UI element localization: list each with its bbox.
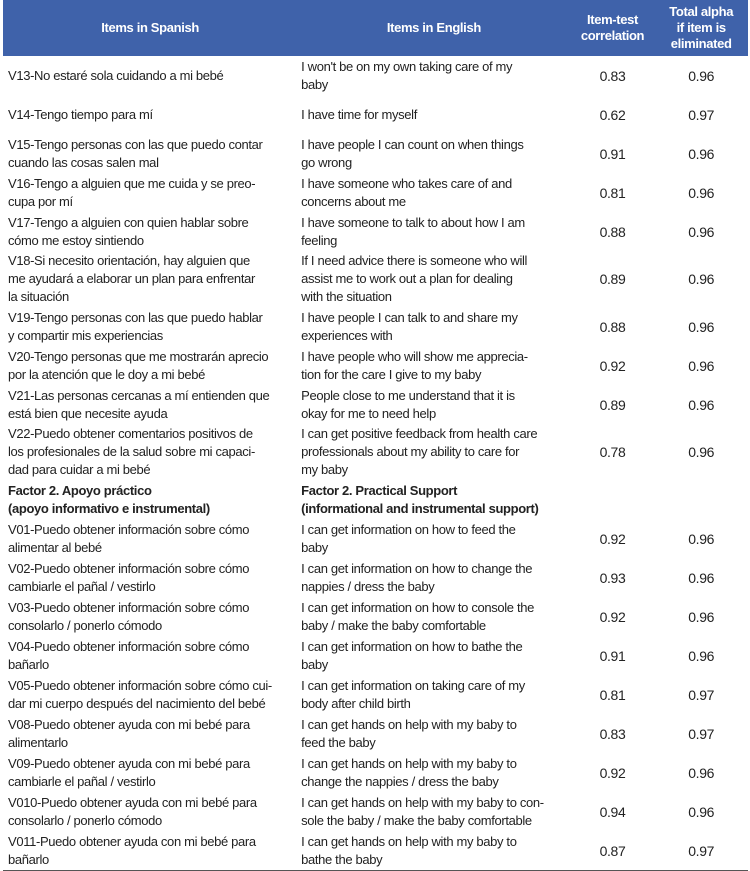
item-spanish: V18-Si necesito orientación, hay alguien que me ayudará a elaborar un plan para enfrentar la situación [8,253,255,304]
items-table [3,0,748,871]
header-correlation: Item-test correlation [571,0,655,56]
table-row [3,753,748,792]
table-row [3,56,748,95]
header-english: Items in English [297,0,570,56]
item-english: I can get hands on help with my baby to feed the baby [301,716,517,750]
table-row [3,792,748,831]
item-spanish: V011-Puedo obtener ayuda con mi bebé para bañarlo [8,833,256,867]
item-english: I can get information on how to change the nappies / dress the baby [301,560,533,594]
item-test-correlation: 0.78 [599,444,626,460]
item-spanish: V19-Tengo personas con las que puedo hablar y compartir mis experiencias [8,309,263,343]
item-english: I can get hands on help with my baby to bathe the baby [301,833,517,867]
table-row [3,636,748,675]
item-english: I have people I can count on when things go wrong [301,136,524,170]
item-test-correlation: 0.83 [599,67,626,84]
alpha-if-eliminated: 0.96 [688,803,715,820]
item-test-correlation: 0.91 [599,145,626,162]
item-spanish: V22-Puedo obtener comentarios positivos de los profesionales de la salud sobre mi capaci- dad para cuidar a mi bebé [8,426,255,477]
alpha-if-eliminated: 0.96 [688,530,715,547]
alpha-if-eliminated: 0.96 [688,184,715,201]
item-test-correlation [571,480,655,519]
item-english: I won't be on my own taking care of my baby [301,58,513,92]
item-test-correlation: 0.89 [599,396,626,413]
item-test-correlation: 0.83 [599,725,626,742]
item-english: I can get information on how to feed the baby [301,521,516,555]
table-row [3,307,748,346]
table-row [3,346,748,385]
alpha-if-eliminated: 0.96 [688,357,715,374]
table-row [3,95,748,134]
item-spanish: V010-Puedo obtener ayuda con mi bebé para consolarlo / ponerlo cómodo [8,794,257,828]
alpha-if-eliminated: 0.96 [688,647,715,664]
factor-heading-row [3,480,748,519]
header-alpha: Total alpha if item is eliminated [654,0,748,56]
alpha-if-eliminated: 0.96 [688,444,715,460]
alpha-if-eliminated: 0.96 [688,764,715,781]
item-spanish: V08-Puedo obtener ayuda con mi bebé para alimentarlo [8,716,250,750]
item-test-correlation: 0.81 [599,686,626,703]
table-row [3,831,748,871]
alpha-if-eliminated: 0.96 [688,318,715,335]
item-test-correlation: 0.87 [599,842,626,859]
item-spanish: V16-Tengo a alguien que me cuida y se preo- cupa por mí [8,175,256,209]
table-row [3,251,748,307]
table-row [3,424,748,480]
table-row [3,134,748,173]
table-row [3,173,748,212]
item-test-correlation: 0.93 [599,569,626,586]
header-row [3,0,748,56]
item-spanish: V09-Puedo obtener ayuda con mi bebé para cambiarle el pañal / vestirlo [8,755,250,789]
item-english: I have someone to talk to about how I am feeling [301,214,525,248]
item-spanish: V04-Puedo obtener información sobre cómo bañarlo [8,638,250,672]
item-test-correlation: 0.92 [599,764,626,781]
item-spanish: V05-Puedo obtener información sobre cómo cui- dar mi cuerpo después del nacimiento del bebé [8,677,272,711]
table-row [3,558,748,597]
item-english: If I need advice there is someone who will assist me to work out a plan for dealing with the situation [301,253,528,304]
item-test-correlation: 0.88 [599,223,626,240]
item-spanish: V15-Tengo personas con las que puedo contar cuando las cosas salen mal [8,136,263,170]
item-english: I can get hands on help with my baby to con- sole the baby / make the baby comfortable [301,794,544,828]
alpha-if-eliminated: 0.96 [688,271,715,287]
item-test-correlation: 0.92 [599,357,626,374]
item-english: I have people I can talk to and share my experiences with [301,309,518,343]
table-row [3,519,748,558]
alpha-if-eliminated: 0.96 [688,223,715,240]
header-spanish: Items in Spanish [3,0,297,56]
alpha-if-eliminated: 0.96 [688,569,715,586]
item-english: I can get hands on help with my baby to change the nappies / dress the baby [301,755,517,789]
item-test-correlation: 0.88 [599,318,626,335]
item-test-correlation: 0.94 [599,803,626,820]
item-english: I have time for myself [301,106,417,122]
item-test-correlation: 0.89 [599,271,626,287]
item-english: I can get information on how to bathe the baby [301,638,523,672]
alpha-if-eliminated: 0.96 [688,145,715,162]
alpha-if-eliminated [654,480,748,519]
item-spanish: V01-Puedo obtener información sobre cómo alimentar al bebé [8,521,250,555]
alpha-if-eliminated: 0.97 [688,106,715,123]
alpha-if-eliminated: 0.97 [688,725,715,742]
item-spanish: V21-Las personas cercanas a mí entienden que está bien que necesite ayuda [8,387,270,421]
alpha-if-eliminated: 0.97 [688,842,715,859]
alpha-if-eliminated: 0.97 [688,686,715,703]
item-spanish: V14-Tengo tiempo para mí [8,106,153,122]
item-english: I can get positive feedback from health care professionals about my ability to care for my baby [301,426,538,477]
item-english: I have people who will show me apprecia- tion for the care I give to my baby [301,348,528,382]
item-test-correlation: 0.62 [599,106,626,123]
item-english: I can get information on taking care of my body after child birth [301,677,525,711]
item-english: I can get information on how to console the baby / make the baby comfortable [301,599,534,633]
item-spanish: V20-Tengo personas que me mostrarán aprecio por la atención que le doy a mi bebé [8,348,269,382]
item-spanish: V17-Tengo a alguien con quien hablar sobre cómo me estoy sintiendo [8,214,249,248]
item-spanish: V13-No estaré sola cuidando a mi bebé [8,67,224,83]
alpha-if-eliminated: 0.96 [688,608,715,625]
table-row [3,675,748,714]
item-test-correlation: 0.81 [599,184,626,201]
alpha-if-eliminated: 0.96 [688,396,715,413]
table-row [3,385,748,424]
item-spanish: Factor 2. Apoyo práctico (apoyo informativo e instrumental) [8,482,210,516]
item-test-correlation: 0.92 [599,608,626,625]
item-spanish: V03-Puedo obtener información sobre cómo consolarlo / ponerlo cómodo [8,599,250,633]
item-test-correlation: 0.92 [599,530,626,547]
table-row [3,212,748,251]
alpha-if-eliminated: 0.96 [688,67,715,84]
item-spanish: V02-Puedo obtener información sobre cómo cambiarle el pañal / vestirlo [8,560,250,594]
item-english: I have someone who takes care of and concerns about me [301,175,512,209]
table-row [3,714,748,753]
item-english: Factor 2. Practical Support (informational and instrumental support) [301,482,539,516]
table-row [3,597,748,636]
item-english: People close to me understand that it is okay for me to need help [301,387,515,421]
item-test-correlation: 0.91 [599,647,626,664]
